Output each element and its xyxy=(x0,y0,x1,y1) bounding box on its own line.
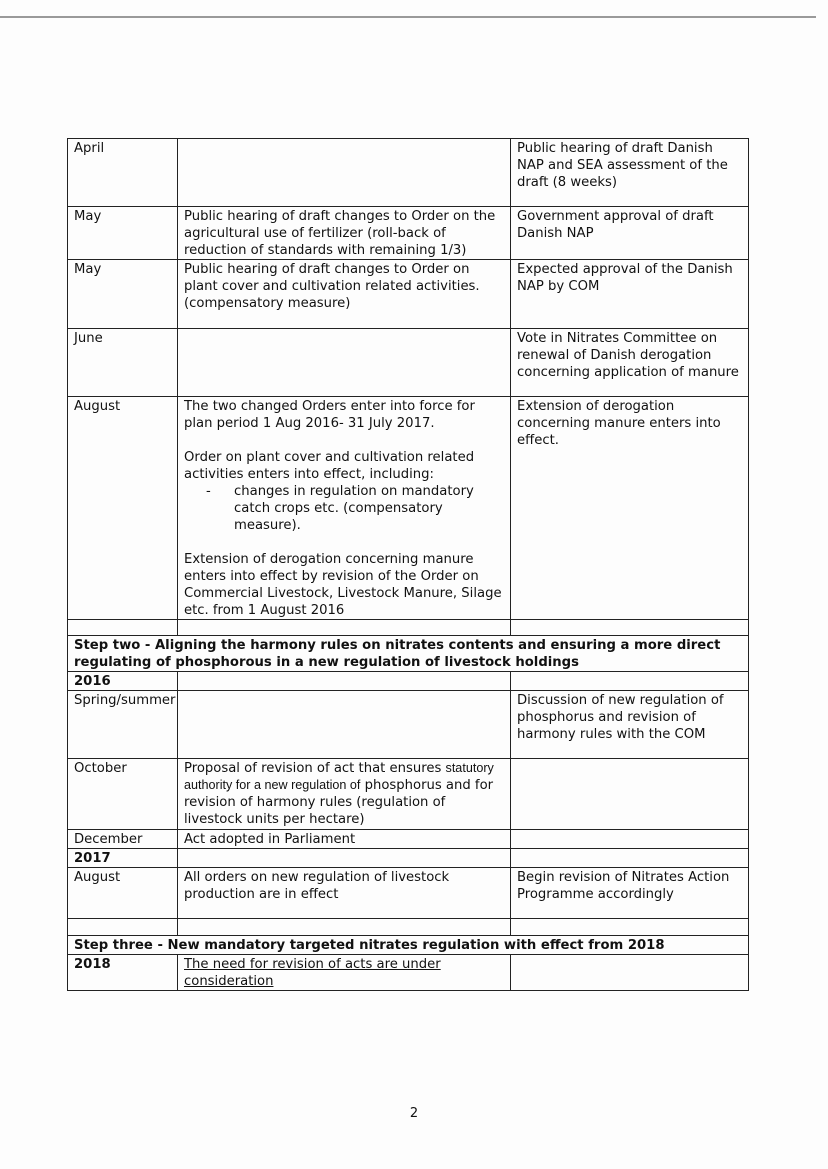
top-rule xyxy=(0,16,816,18)
table-row xyxy=(68,672,749,691)
month-cell: December xyxy=(68,830,178,849)
table-row xyxy=(68,207,749,260)
note-cell xyxy=(511,759,749,830)
bullet-item xyxy=(184,483,505,534)
paragraph: The two changed Orders enter into force for plan period 1 Aug 2016- 31 July 2017. xyxy=(184,399,475,431)
step-row xyxy=(68,936,749,955)
action-cell xyxy=(178,329,511,397)
table-row xyxy=(68,919,749,936)
note-cell: Discussion of new regulation of phosphorus and revision of harmony rules with the COM xyxy=(511,691,749,759)
step-heading: Step three - New mandatory targeted nitrates regulation with effect from 2018 xyxy=(68,936,749,955)
month-cell: Spring/summer xyxy=(68,691,178,759)
action-cell: Public hearing of draft changes to Order on the agricultural use of fertilizer (roll-back of reduction of standards with remaining 1/3) xyxy=(178,207,511,260)
month-cell: August xyxy=(68,868,178,919)
month-cell: August xyxy=(68,397,178,620)
note-cell: Government approval of draft Danish NAP xyxy=(511,207,749,260)
note-cell: Begin revision of Nitrates Action Programme accordingly xyxy=(511,868,749,919)
table-row xyxy=(68,759,749,830)
page-number: 2 xyxy=(409,1106,419,1121)
bullet-text: changes in regulation on mandatory catch crops etc. (compensatory measure). xyxy=(234,484,474,533)
action-cell xyxy=(178,139,511,207)
table-row xyxy=(68,329,749,397)
action-cell: All orders on new regulation of livestock production are in effect xyxy=(178,868,511,919)
paragraph: Extension of derogation concerning manure enters into effect by revision of the Order on Commercial Livestock, Livestock Manure, Silage etc. from 1 August 2016 xyxy=(184,552,502,618)
year-cell: 2017 xyxy=(68,849,178,868)
action-cell: Public hearing of draft changes to Order on plant cover and cultivation related activities. (compensatory measure) xyxy=(178,260,511,329)
paragraph: Order on plant cover and cultivation related activities enters into effect, including: xyxy=(184,450,475,482)
table-row xyxy=(68,955,749,991)
month-cell: May xyxy=(68,260,178,329)
note-cell: Vote in Nitrates Committee on renewal of Danish derogation concerning application of manure xyxy=(511,329,749,397)
year-cell: 2018 xyxy=(68,955,178,991)
action-cell xyxy=(178,397,511,620)
month-cell: May xyxy=(68,207,178,260)
action-cell: The need for revision of acts are under consideration xyxy=(178,955,511,991)
action-cell: Act adopted in Parliament xyxy=(178,830,511,849)
month-cell: April xyxy=(68,139,178,207)
note-cell: Public hearing of draft Danish NAP and SEA assessment of the draft (8 weeks) xyxy=(511,139,749,207)
step-heading: Step two - Aligning the harmony rules on nitrates contents and ensuring a more direct regulating of phosphorous in a new regulation of livestock holdings xyxy=(68,636,749,672)
action-cell: Proposal of revision of act that ensures statutory authority for a new regulation of phosphorus and for revision of harmony rules (regulation of livestock units per hectare) xyxy=(178,759,511,830)
table-row xyxy=(68,830,749,849)
table-row xyxy=(68,139,749,207)
table-row xyxy=(68,691,749,759)
action-cell xyxy=(178,691,511,759)
timeline-table xyxy=(67,138,749,991)
month-cell: October xyxy=(68,759,178,830)
year-cell: 2016 xyxy=(68,672,178,691)
note-cell: Expected approval of the Danish NAP by COM xyxy=(511,260,749,329)
note-cell: Extension of derogation concerning manure enters into effect. xyxy=(511,397,749,620)
table-row xyxy=(68,397,749,620)
note-cell xyxy=(511,955,749,991)
table-row xyxy=(68,868,749,919)
bullet-marker: - xyxy=(206,484,211,499)
step-row xyxy=(68,636,749,672)
month-cell: June xyxy=(68,329,178,397)
table-row xyxy=(68,849,749,868)
table-row xyxy=(68,260,749,329)
note-cell xyxy=(511,830,749,849)
table-row xyxy=(68,620,749,636)
